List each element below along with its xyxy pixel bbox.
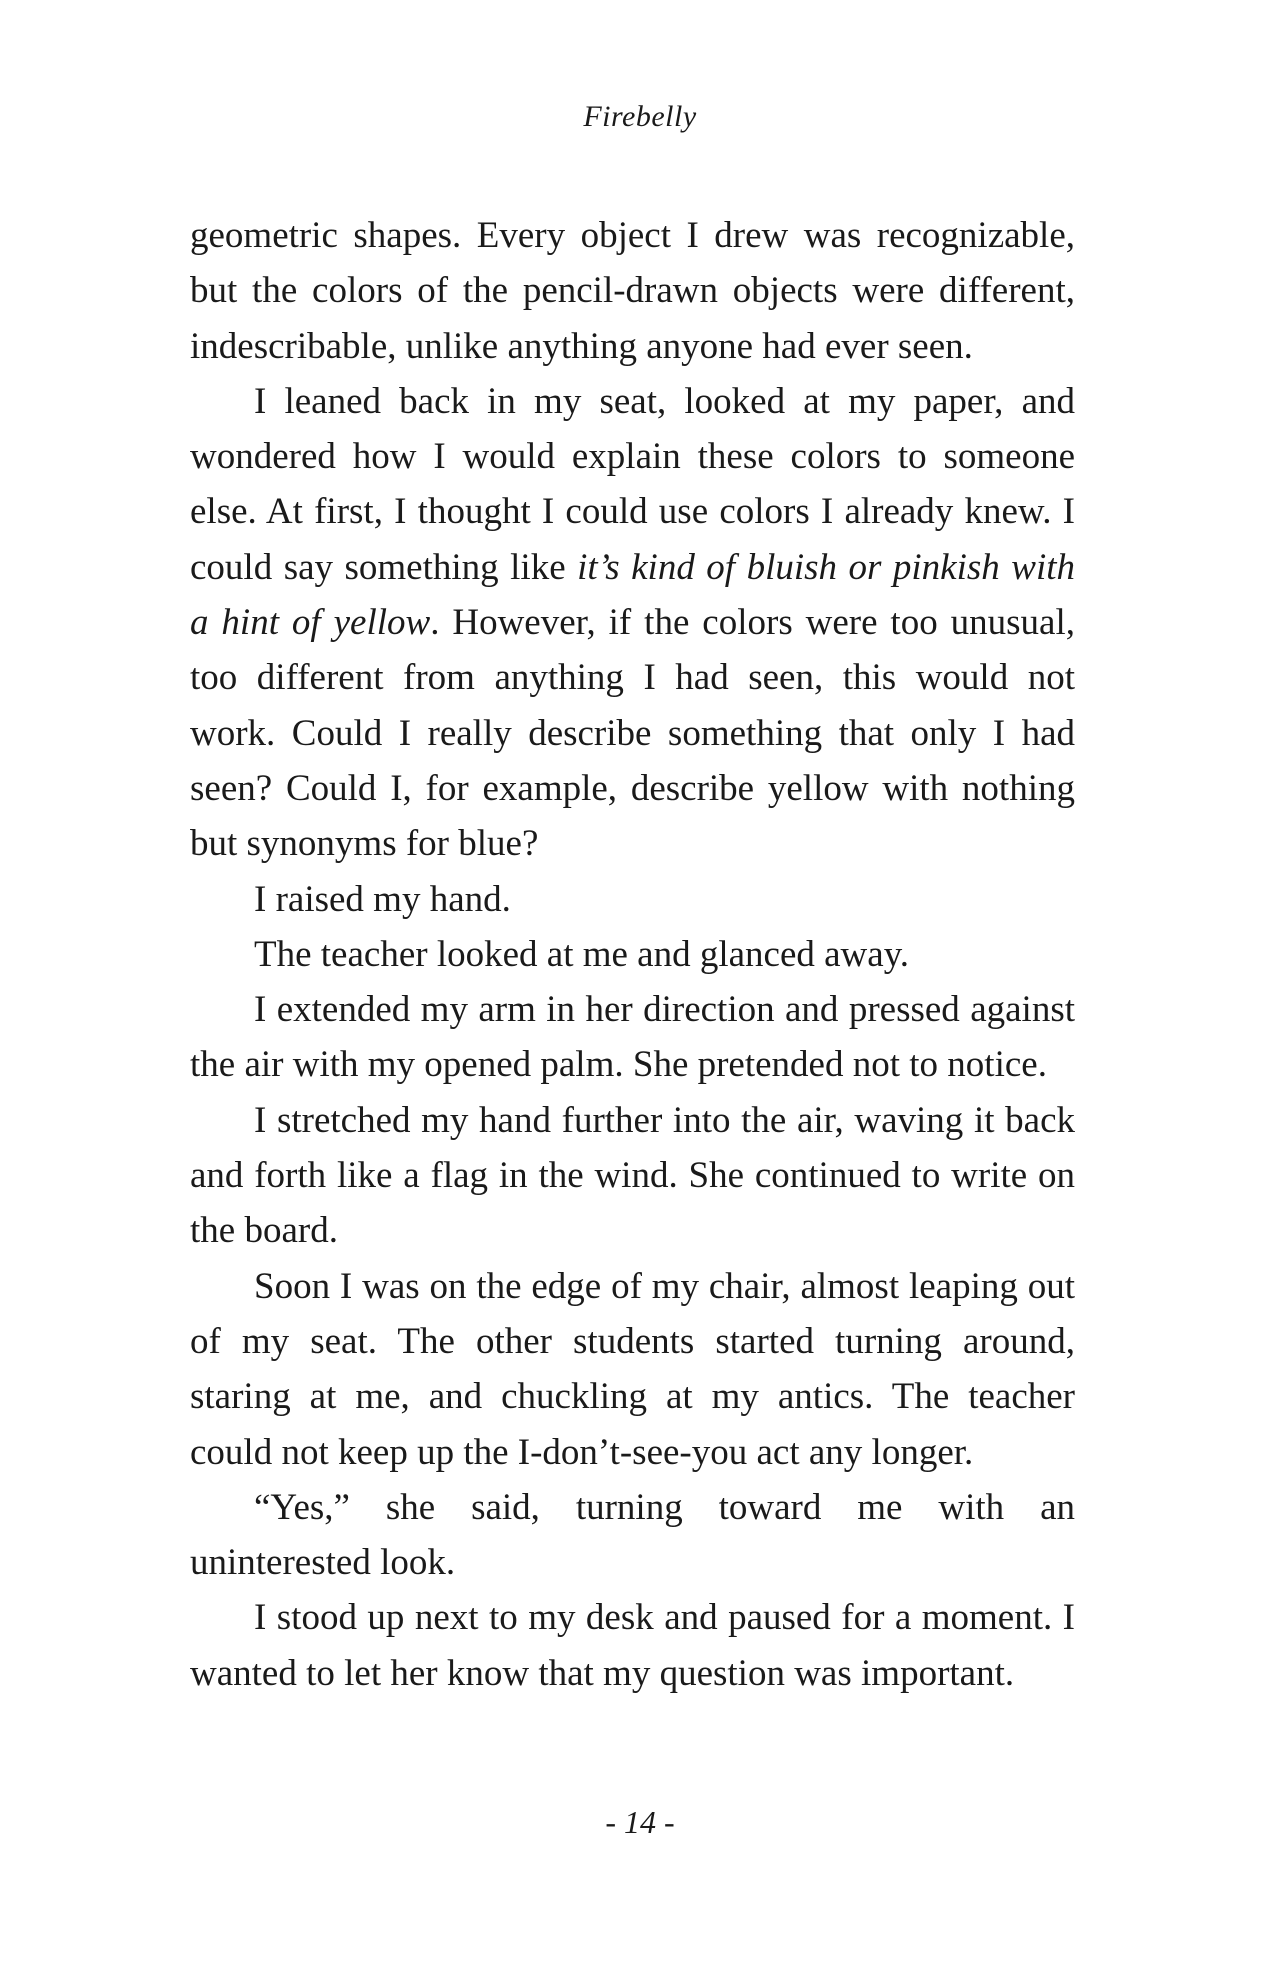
page-number: - 14 - <box>605 1804 675 1840</box>
paragraph-2-start: I leaned back in my seat, looked at my paper, and wondered how I would explain these colors to someone else. At first, I thought I could use colors I already knew. I could say something like <box>190 380 1075 588</box>
paragraph-4: The teacher looked at me and glanced away. <box>254 933 910 975</box>
paragraph-1: geometric shapes. Every object I drew was recognizable, but the colors of the pencil-drawn objects were different, indescribable, unlike anything anyone had ever seen. <box>190 215 1075 367</box>
paragraph-3: I raised my hand. <box>254 878 511 920</box>
paragraph-2 <box>190 374 1075 872</box>
running-head: Firebelly <box>583 100 697 133</box>
paragraph-5: I extended my arm in her direction and pressed against the air with my opened palm. She pretended not to notice. <box>190 989 1075 1086</box>
paragraph-2-italic: it’s kind of bluish or pinkish with a hint of yellow <box>190 546 1076 644</box>
paragraph-9: I stood up next to my desk and paused for a moment. I wanted to let her know that my question was important. <box>190 1597 1075 1694</box>
paragraph-6: I stretched my hand further into the air, waving it back and forth like a flag in the wind. She continued to write on the board. <box>190 1099 1075 1252</box>
paragraph-8: “Yes,” she said, turning toward me with an uninterested look. <box>190 1486 1075 1584</box>
body-text <box>190 208 1075 1701</box>
paragraph-7: Soon I was on the edge of my chair, almost leaping out of my seat. The other students started turning around, staring at me, and chuckling at my antics. The teacher could not keep up the I-don’t-see-you act any longer. <box>190 1265 1075 1473</box>
paragraph-2-end: . However, if the colors were too unusual, too different from anything I had seen, this would not work. Could I really describe something that only I had seen? Could I, for example, describe yellow with nothing but synonyms for blue? <box>190 602 1075 865</box>
